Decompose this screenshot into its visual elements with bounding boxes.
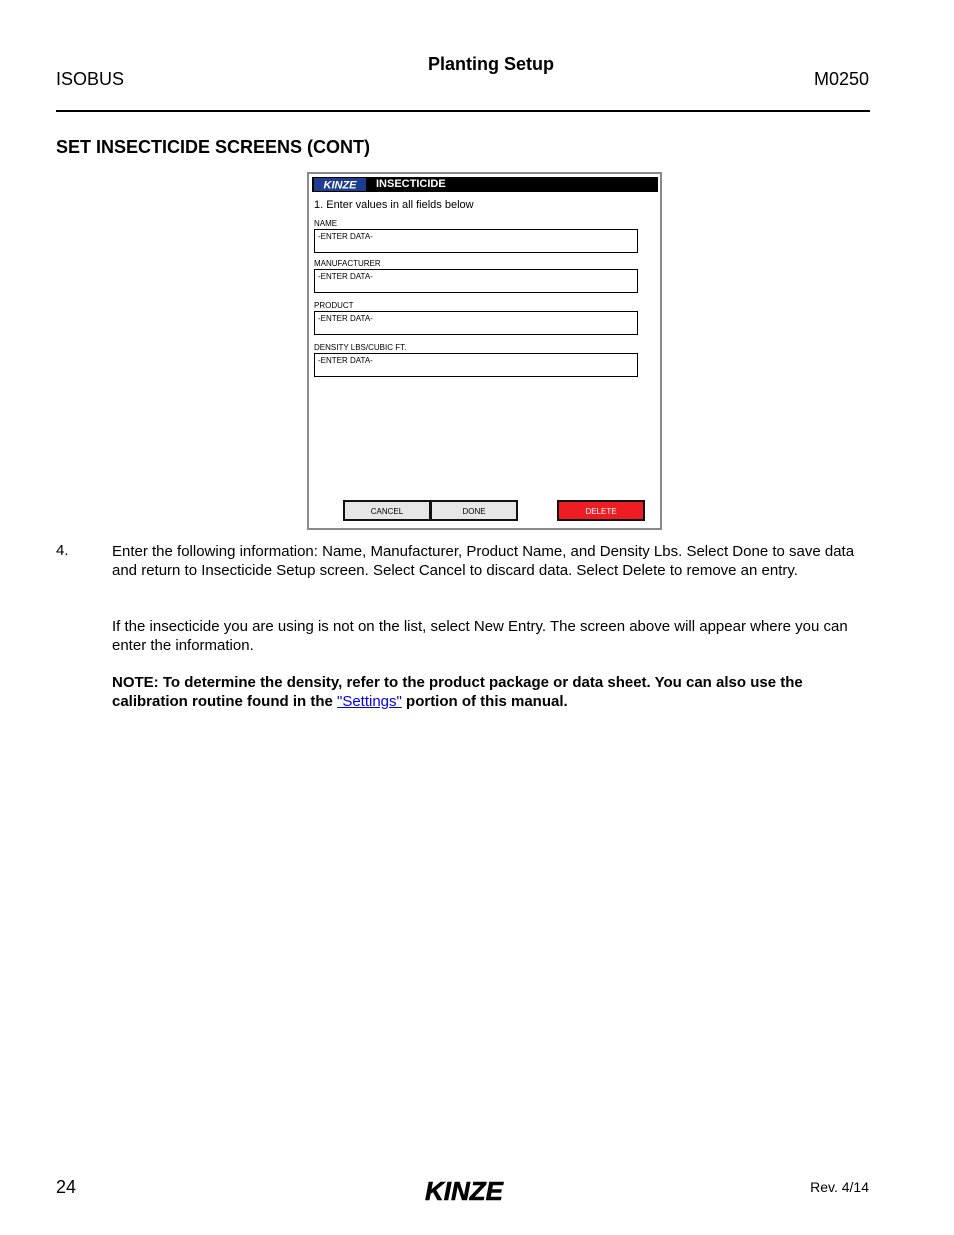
settings-link[interactable]: "Settings" [337,693,402,710]
manufacturer-field-value: -ENTER DATA- [318,272,373,281]
footer-logo-text: KINZE [425,1177,503,1205]
density-field-value: -ENTER DATA- [318,356,373,365]
note-text-end: portion of this manual. [401,693,568,710]
step-paragraph: Enter the following information: Name, Manufacturer, Product Name, and Density Lbs. Select Done to save data and return to Insecticide Setup screen. Select Cancel to discard data. Select Delete to remove an entry. [112,543,855,579]
section-title: SET INSECTICIDE SCREENS (CONT) [56,137,371,157]
name-field[interactable] [314,229,638,253]
delete-button[interactable]: DELETE [557,500,645,521]
note-paragraph [112,673,872,711]
manufacturer-field[interactable] [314,269,638,293]
kinze-logo-icon [314,178,366,191]
product-label: PRODUCT [314,301,354,310]
new-entry-paragraph: If the insecticide you are using is not on the list, select New Entry. The screen above will appear where you can enter the information. [112,618,848,654]
manual-number: M0250 [813,69,869,89]
kinze-footer-logo [404,1177,524,1205]
header-divider [56,110,870,112]
manufacturer-label: MANUFACTURER [314,259,381,268]
density-label: DENSITY LBS/CUBIC FT. [314,343,407,352]
screen-instruction: 1. Enter values in all fields below [314,199,474,211]
name-label: NAME [314,219,338,228]
insecticide-screen [307,172,662,530]
revision-date: Rev. 4/14 [810,1179,869,1195]
page-number: 24 [56,1177,77,1197]
done-button[interactable]: DONE [430,500,518,521]
doc-section-label: ISOBUS [56,69,125,89]
cancel-button[interactable]: CANCEL [343,500,430,521]
product-field[interactable] [314,311,638,335]
page-title: Planting Setup [428,54,554,74]
note-text-start: NOTE: To determine the density, refer to the product package or data sheet. You can also use the calibration routine found in the [112,674,803,710]
screen-title-bar [312,177,658,192]
svg-text:KINZE: KINZE [323,179,357,191]
screen-title: INSECTICIDE [376,178,446,190]
density-field[interactable] [314,353,638,377]
step-number: 4. [56,542,69,559]
name-field-value: -ENTER DATA- [318,232,373,241]
product-field-value: -ENTER DATA- [318,314,373,323]
